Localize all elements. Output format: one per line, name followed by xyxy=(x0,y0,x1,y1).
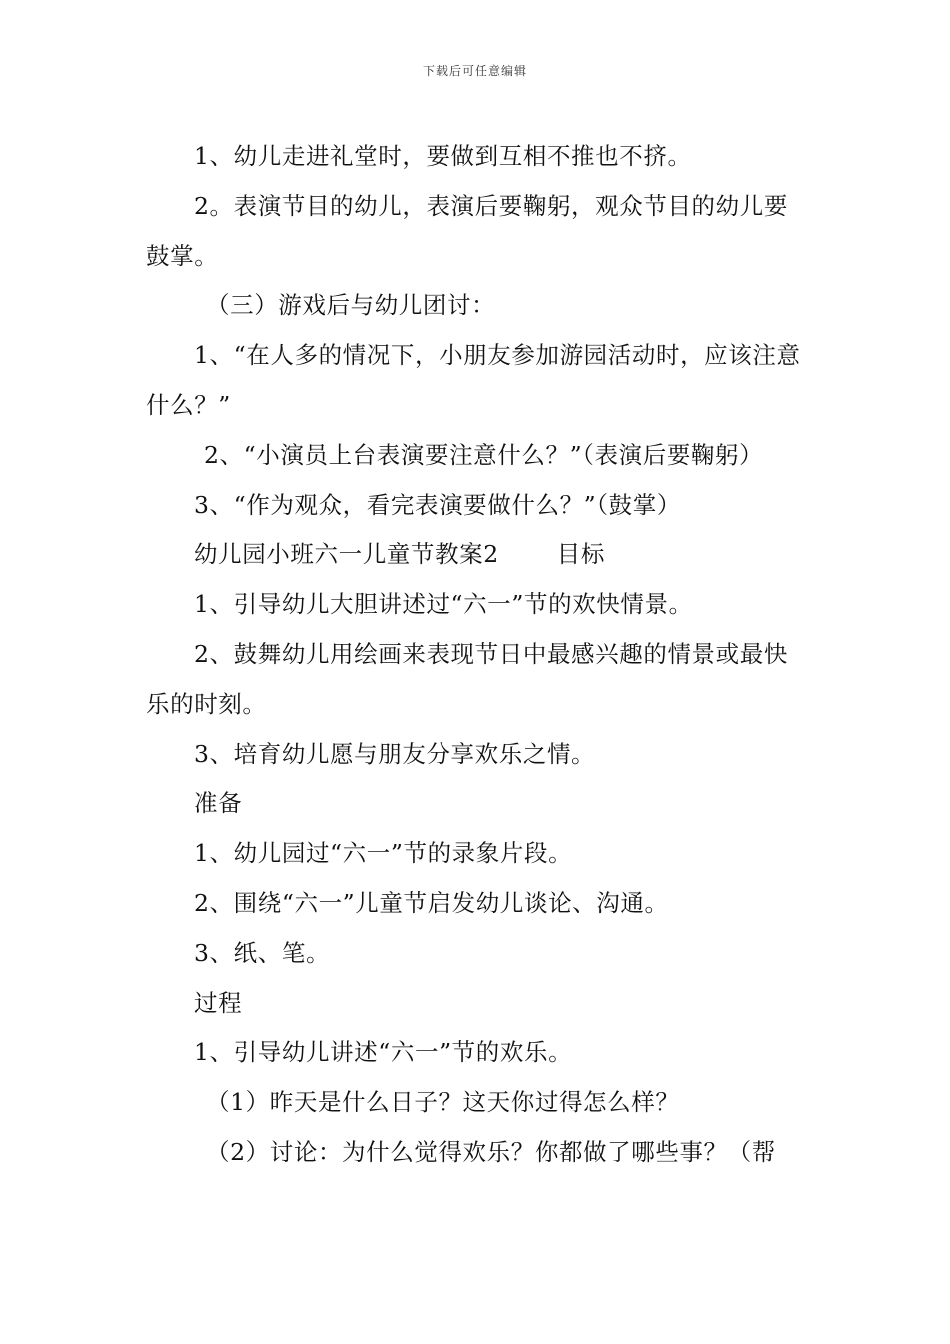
section-label-prepare: 准备 xyxy=(194,789,243,818)
lesson-title: 幼儿园小班六一儿童节教案2 xyxy=(194,540,499,569)
paragraph: 3、培育幼儿愿与朋友分享欢乐之情。 xyxy=(194,739,596,768)
page-header: 下载后可任意编辑 xyxy=(422,64,527,78)
section-label-goal: 目标 xyxy=(556,540,605,569)
section-heading: （三）游戏后与幼儿团讨： xyxy=(206,291,496,320)
paragraph: 1、引导幼儿大胆讲述过“六一”节的欢快情景。 xyxy=(194,590,693,619)
paragraph: 1、引导幼儿讲述“六一”节的欢乐。 xyxy=(194,1038,573,1067)
paragraph: 2、围绕“六一”儿童节启发幼儿谈论、沟通。 xyxy=(194,888,669,917)
paragraph: 2、鼓舞幼儿用绘画来表现节日中最感兴趣的情景或最快乐的时刻。 xyxy=(146,639,788,718)
paragraph: （2）讨论：为什么觉得欢乐？你都做了哪些事？（帮 xyxy=(206,1137,776,1166)
document-body xyxy=(146,132,810,1178)
paragraph: 2、“小演员上台表演要注意什么？”（表演后要鞠躬） xyxy=(204,440,764,469)
paragraph: 1、幼儿走进礼堂时，要做到互相不推也不挤。 xyxy=(194,142,692,170)
paragraph: 2。表演节目的幼儿，表演后要鞠躬，观众节目的幼儿要鼓掌。 xyxy=(146,191,788,270)
paragraph: 1、“在人多的情况下，小朋友参加游园活动时，应该注意什么？” xyxy=(146,341,801,419)
paragraph: （1）昨天是什么日子？这天你过得怎么样？ xyxy=(206,1088,680,1117)
section-label-process: 过程 xyxy=(194,988,243,1017)
paragraph: 3、“作为观众，看完表演要做什么？”（鼓掌） xyxy=(194,490,681,519)
lesson-title-line xyxy=(146,530,810,580)
paragraph: 3、纸、笔。 xyxy=(194,938,331,967)
paragraph: 1、幼儿园过“六一”节的录象片段。 xyxy=(194,839,573,868)
